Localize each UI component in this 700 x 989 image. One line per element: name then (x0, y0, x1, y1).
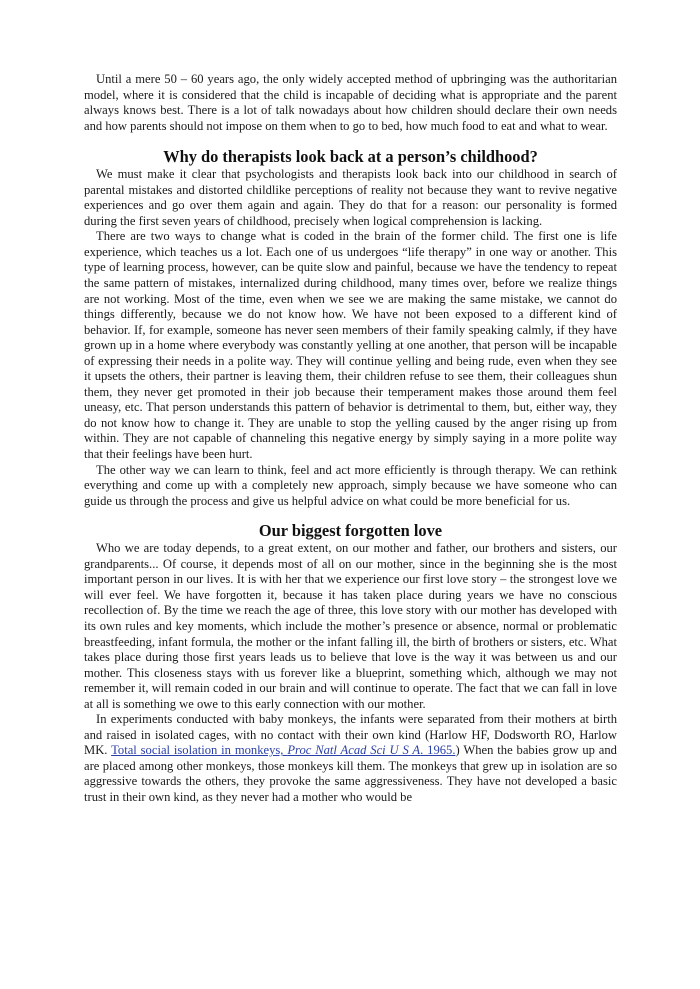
citation-journal: Proc Natl Acad Sci U S A (287, 743, 421, 758)
therapists-paragraph-1: We must make it clear that psychologists and therapists look back into our childhood in search of parental mistakes and distorted childlike perceptions of reality not because they want to revive negative experiences and go over them again and again. They do that for a reason: our personality is formed during the first seven years of childhood, precisely when logical comprehension is lacking. (84, 167, 617, 228)
therapists-paragraph-2: There are two ways to change what is coded in the brain of the former child. The first one is life experience, which teaches us a lot. Each one of us undergoes “life therapy” in one way or another. This type of learning process, however, can be quite slow and painful, because we have the tendency to repeat the same pattern of mistakes, internalized during childhood, many times over, before we realize things are not working. Most of the time, even when we see we are making the same mistake, we cannot do things differently, because we do not know how. We have not been exposed to a different kind of behavior. If, for example, someone has never seen members of their family speaking calmly, if they have grown up in a home where everybody was constantly yelling at one another, that person will be incapable of expressing their needs in a polite way. They will continue yelling and being rude, even when they see it upsets the others, their partner is leaving them, their children refuse to see them, their colleagues shun them, they never get promoted in their job because their temperament makes those around them feel uneasy, etc. That person understands this pattern of behavior is detrimental to them, but, either way, they do not know how to change it. They are unable to stop the yelling caused by the anger rising up from within. They are not capable of channeling this negative energy by simply saying in a more polite way that their feelings have been hurt. (84, 229, 617, 462)
citation-link[interactable] (111, 743, 455, 757)
section-heading-forgotten-love: Our biggest forgotten love (258, 521, 443, 541)
citation-year: . 1965. (420, 743, 456, 758)
love-paragraph-2-tail: ) When the babies grow up and are placed among other monkeys, those monkeys kill them. The monkeys that grew up in isolation are so aggressive towards the others, they provoke the same aggressiveness. They have not developed a basic trust in their own kind, as they never had a mother who would be (84, 743, 617, 804)
therapists-paragraph-3: The other way we can learn to think, feel and act more efficiently is through therapy. We can rethink everything and come up with a completely new approach, simply because we have someone who can guide us through the process and give us helpful advice on what could be more beneficial for us. (84, 462, 617, 508)
intro-paragraph: Until a mere 50 – 60 years ago, the only widely accepted method of upbringing was the authoritarian model, where it is considered that the child is incapable of deciding what is appropriate and the parent always knows best. There is a lot of talk nowadays about how children should declare their own needs and how parents should not impose on them when to go to bed, how much food to eat and what to wear. (84, 72, 617, 133)
citation-title: Total social isolation in monkeys, (111, 743, 288, 758)
love-paragraph-1: Who we are today depends, to a great extent, on our mother and father, our brothers and sisters, our grandparents... Of course, it depends most of all on our mother, since in the beginning she is the most important person in our lives. It is with her that we experience our first love story – the strongest love we will ever feel. We have forgotten it, because it has taken place during years we have no conscious recollection of. By the time we reach the age of three, this love story with our mother has developed with its own rules and key moments, which include the mother’s presence or absence, normal or problematic breastfeeding, infant formula, the mother or the infant falling ill, the birth of brothers or sisters, etc. What takes place during those first years leads us to believe that love is the way it was between us and our mother. This closeness stays with us forever like a blueprint, something which, although we may not remember it, will remain coded in our brain and will continue to operate. The fact that we can fall in love at all is something we owe to this early connection with our mother. (84, 541, 617, 711)
document-body (84, 72, 617, 806)
section-heading-therapists: Why do therapists look back at a person’s childhood? (163, 147, 538, 167)
love-paragraph-2-lead: In experiments conducted with baby monkeys, the infants were separated from their mothers at birth and raised in isolated cages, with no contact with their own kind (Harlow HF, Dodsworth RO, Harlow MK. (84, 712, 617, 758)
love-paragraph-2 (84, 712, 617, 805)
